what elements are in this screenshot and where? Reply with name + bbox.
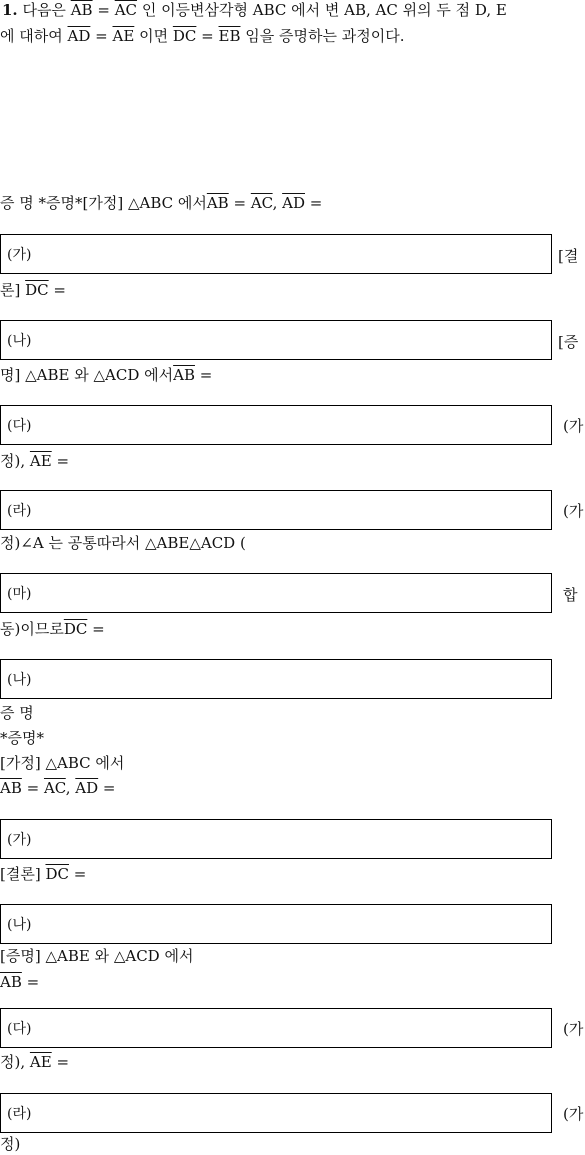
- blank-label: (마): [7, 586, 32, 602]
- equals-sign: =: [228, 194, 251, 212]
- answer-box-da[interactable]: [0, 405, 552, 445]
- equals-sign: =: [21, 973, 40, 991]
- segment-ab: $\overline{AB}$: [173, 366, 195, 384]
- segment-dc: $\overline{DC}$: [45, 865, 69, 883]
- proof-subheading: *증명*: [0, 729, 44, 747]
- blank-label: (다): [7, 418, 32, 434]
- equals-sign: =: [97, 1, 110, 19]
- segment-ab: $\overline{AB}$: [0, 973, 22, 991]
- segment-dc: $\overline{DC}$: [63, 620, 88, 638]
- proof-text: 동)이므로: [0, 620, 64, 638]
- segment-ad: $\overline{AD}$: [75, 779, 99, 797]
- proof-text: 정),: [0, 452, 26, 470]
- equals-sign: =: [194, 366, 213, 384]
- equals-sign: =: [51, 1053, 70, 1071]
- answer-box-ga[interactable]: [0, 819, 552, 859]
- answer-box-ra[interactable]: [0, 1093, 552, 1133]
- proof1-line-4: [0, 451, 69, 471]
- equals-sign: =: [51, 452, 70, 470]
- segment-dc: $\overline{DC}$: [172, 27, 197, 45]
- proof-heading: 증 명: [0, 704, 34, 722]
- proof-text: (가: [563, 1105, 584, 1123]
- blank-label: (나): [7, 672, 32, 688]
- proof-text: (가: [563, 1020, 584, 1038]
- blank-label: (나): [7, 917, 32, 933]
- proof-text: (가: [563, 502, 584, 520]
- blank-label: (가): [7, 247, 32, 263]
- segment-ac: $\overline{AC}$: [250, 194, 273, 212]
- proof-text: (가: [563, 417, 584, 435]
- answer-box-na[interactable]: [0, 659, 552, 699]
- proof2-line-5: [0, 864, 86, 884]
- segment-ab: $\overline{AB}$: [206, 194, 229, 212]
- segment-ac: $\overline{AC}$: [114, 1, 138, 19]
- answer-box-na[interactable]: [0, 904, 552, 944]
- segment-ab: $\overline{AB}$: [70, 1, 93, 19]
- segment-dc: $\overline{DC}$: [25, 281, 49, 299]
- segment-ac: $\overline{AC}$: [43, 779, 66, 797]
- segment-eb: $\overline{EB}$: [218, 27, 241, 45]
- segment-ad: $\overline{AD}$: [67, 27, 91, 45]
- proof-text: 정): [0, 1135, 21, 1153]
- problem-text: 이면: [139, 27, 169, 45]
- equals-sign: =: [48, 281, 66, 299]
- segment-ae: $\overline{AE}$: [112, 27, 135, 45]
- problem-text: 인 이등변삼각형 ABC 에서 변 AB, AC 위의 두 점 D, E: [141, 1, 507, 19]
- proof-text: 증 명 *증명*[가정] △ABC 에서: [0, 194, 207, 212]
- equals-sign: =: [95, 27, 108, 45]
- comma: ,: [272, 194, 283, 212]
- proof-text: 론]: [0, 281, 21, 299]
- proof2-line-8: [0, 1052, 69, 1072]
- segment-ab: $\overline{AB}$: [0, 779, 22, 797]
- answer-box-na[interactable]: [0, 320, 552, 360]
- blank-label: (라): [7, 503, 32, 519]
- problem-text: 임을 증명하는 과정이다.: [245, 27, 405, 45]
- proof2-line-4: [0, 778, 116, 798]
- equals-sign: =: [21, 779, 44, 797]
- segment-ad: $\overline{AD}$: [282, 194, 305, 212]
- proof1-line-2: [0, 280, 66, 300]
- segment-ae: $\overline{AE}$: [29, 452, 52, 470]
- problem-line-2: [0, 26, 405, 46]
- proof-text: [결: [558, 247, 579, 265]
- proof-text: 합: [563, 586, 578, 604]
- proof-text: [결론]: [0, 865, 41, 883]
- proof-assumption: [가정] △ABC 에서: [0, 754, 125, 772]
- problem-text: 에 대하여: [0, 27, 63, 45]
- proof2-line-7: [0, 972, 39, 992]
- comma: ,: [65, 779, 76, 797]
- problem-line-1: [2, 0, 507, 20]
- problem-text: 다음은: [22, 1, 66, 19]
- answer-box-da[interactable]: [0, 1008, 552, 1048]
- problem-number: 1.: [2, 1, 18, 19]
- proof-text: [증: [558, 333, 579, 351]
- proof1-intro: [0, 193, 322, 213]
- answer-box-ra[interactable]: [0, 490, 552, 530]
- blank-label: (라): [7, 1106, 32, 1122]
- equals-sign: =: [98, 779, 116, 797]
- proof1-line-6: [0, 619, 105, 639]
- equals-sign: =: [87, 620, 105, 638]
- answer-box-ma[interactable]: [0, 573, 552, 613]
- answer-box-ga[interactable]: [0, 234, 552, 274]
- blank-label: (다): [7, 1021, 32, 1037]
- proof-text: 명] △ABE 와 △ACD 에서: [0, 366, 174, 384]
- equals-sign: =: [305, 194, 323, 212]
- blank-label: (가): [7, 832, 32, 848]
- equals-sign: =: [68, 865, 87, 883]
- proof1-line-5: 정)∠A 는 공통따라서 △ABE△ACD (: [0, 534, 246, 552]
- proof-text: [증명] △ABE 와 △ACD 에서: [0, 947, 194, 965]
- proof1-line-3: [0, 365, 212, 385]
- proof-text: 정),: [0, 1053, 26, 1071]
- blank-label: (나): [7, 333, 32, 349]
- equals-sign: =: [201, 27, 214, 45]
- segment-ae: $\overline{AE}$: [29, 1053, 52, 1071]
